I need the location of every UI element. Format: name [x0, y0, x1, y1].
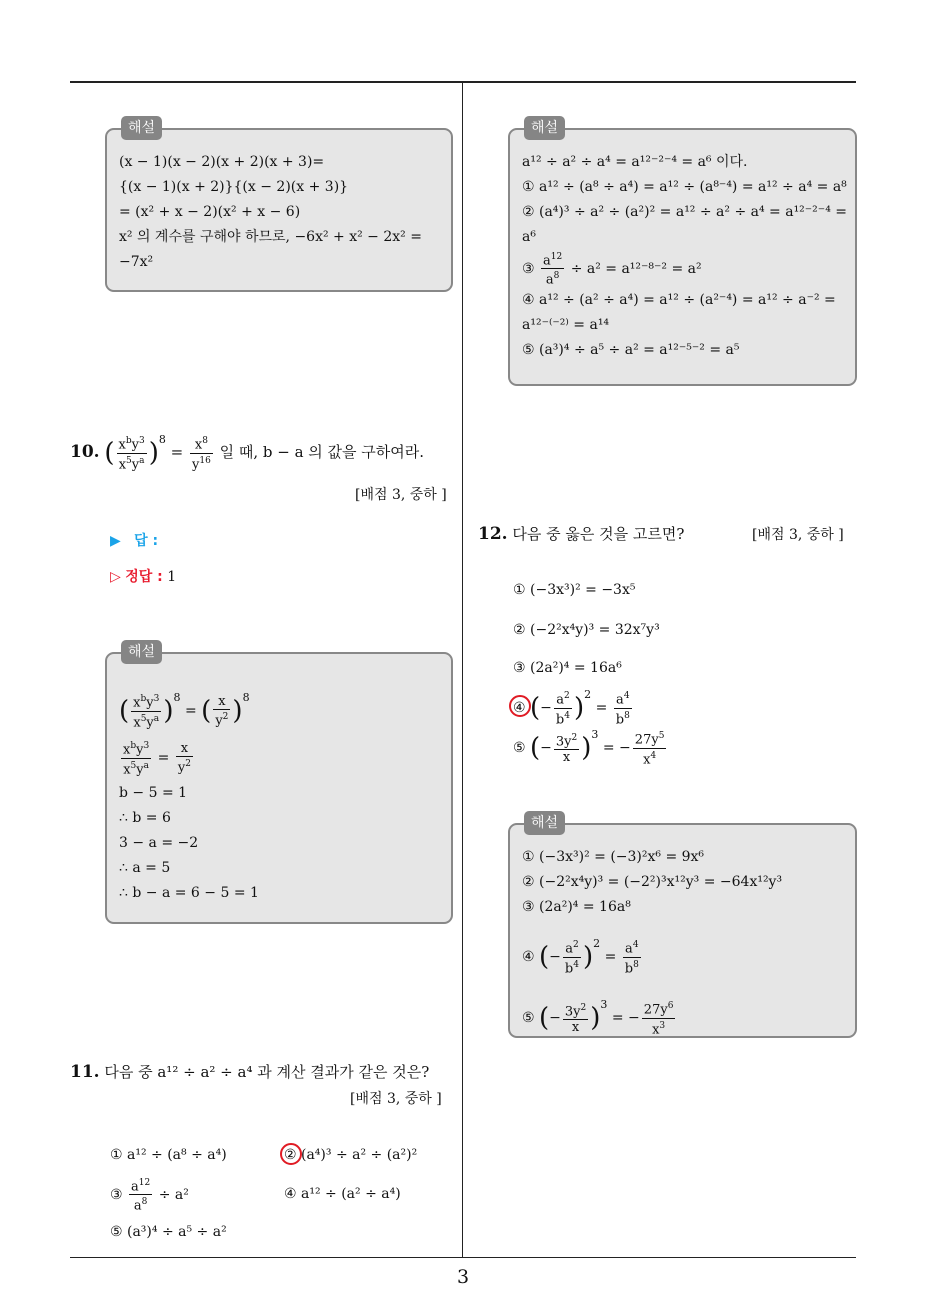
- top-rule: [70, 81, 856, 83]
- option-3[interactable]: ③ (2a²)⁴ = 16a⁶: [513, 660, 622, 676]
- bottom-rule: [70, 1257, 856, 1258]
- option-5[interactable]: ⑤ (− $\frac{3y^2}{x}$ )$^3$ = − $\frac{27y^5}{x^4}$: [513, 728, 665, 767]
- question-text: 일 때, b − a 의 값을 구하여라.: [219, 443, 425, 461]
- solution-line: $\frac{x^by^3}{x^5y^a}$ = $\frac{x}{y^2}$: [123, 740, 191, 777]
- correct-value: 1: [167, 569, 177, 585]
- solution-label: 해설: [121, 640, 162, 664]
- solution-box-q11: [508, 120, 857, 386]
- solution-line: a⁶: [522, 229, 536, 245]
- solution-line: ( $\frac{x^by^3}{x^5y^a}$ )$^8$ = ( $\frac{x}{y^2}$ )$^8$: [119, 691, 250, 730]
- solution-line: ③ (2a²)⁴ = 16a⁸: [522, 899, 631, 915]
- solution-label: 해설: [524, 116, 565, 140]
- option-4[interactable]: ④ (− $\frac{a^2}{b^4}$ )$^2$ = $\frac{a^4}{b^8}$: [513, 688, 630, 727]
- solution-label: 해설: [121, 116, 162, 140]
- option-3[interactable]: ③ $\frac{a^{12}}{a^8}$ ÷ a²: [110, 1178, 189, 1214]
- answer-line: [110, 530, 158, 550]
- solution-line: ② (a⁴)³ ÷ a² ÷ (a²)² = a¹² ÷ a² ÷ a⁴ = a¹²⁻²⁻⁴ =: [522, 204, 847, 220]
- question-number: 11.: [70, 1062, 100, 1082]
- option-4[interactable]: ④ a¹² ÷ (a² ÷ a⁴): [284, 1186, 401, 1202]
- solution-line: ② (−2²x⁴y)³ = (−2²)³x¹²y³ = −64x¹²y³: [522, 874, 783, 890]
- solution-line: ⑤ (− $\frac{3y^2}{x}$ )$^3$ = − $\frac{27y^6}{x^3}$: [522, 998, 674, 1037]
- solution-line: x² 의 계수를 구해야 하므로, −6x² + x² − 2x² =: [119, 229, 422, 245]
- question-12: [478, 522, 684, 546]
- question-text: 다음 중 옳은 것을 고르면?: [512, 525, 685, 543]
- solution-box-q9: [105, 120, 453, 292]
- solution-line: b − 5 = 1: [119, 785, 188, 801]
- solution-line: a¹² ÷ a² ÷ a⁴ = a¹²⁻²⁻⁴ = a⁶ 이다.: [522, 154, 748, 170]
- score-label: [배점 3, 중하 ]: [752, 527, 844, 543]
- selected-answer-circle: [280, 1143, 302, 1165]
- solution-line: ① a¹² ÷ (a⁸ ÷ a⁴) = a¹² ÷ (a⁸⁻⁴) = a¹² ÷ a⁴ = a⁸: [522, 179, 847, 195]
- solution-line: (x − 1)(x − 2)(x + 2)(x + 3)=: [119, 154, 325, 170]
- page-number: 3: [456, 1266, 470, 1288]
- solution-line: ∴ a = 5: [119, 860, 171, 876]
- question-10: 10. ( $\frac{x^by^3}{x^5y^a}$ )$^8$ = $\frac{x^8}{y^{16}}$ 일 때, b − a 의 값을 구하여라.: [70, 433, 425, 472]
- solution-line: ④ a¹² ÷ (a² ÷ a⁴) = a¹² ÷ (a²⁻⁴) = a¹² ÷ a⁻² =: [522, 291, 836, 308]
- question-number: 12.: [478, 524, 508, 544]
- question-text: 다음 중 a¹² ÷ a² ÷ a⁴ 과 계산 결과가 같은 것은?: [104, 1063, 430, 1081]
- solution-line: ④ (− $\frac{a^2}{b^4}$ )$^2$ = $\frac{a^4}{b^8}$: [522, 937, 639, 976]
- score-label: [배점 3, 중하 ]: [350, 1091, 442, 1107]
- solution-line: ③ $\frac{a^{12}}{a^8}$ ÷ a² = a¹²⁻⁸⁻² = a²: [522, 252, 702, 288]
- option-5[interactable]: ⑤ (a³)⁴ ÷ a⁵ ÷ a²: [110, 1224, 227, 1240]
- score-label: [배점 3, 중하 ]: [355, 487, 447, 503]
- solution-line: = (x² + x − 2)(x² + x − 6): [119, 204, 301, 220]
- fraction: $\frac{x^8}{y^{16}}$: [191, 436, 211, 472]
- correct-answer-line: [110, 566, 176, 586]
- solution-label: 해설: [524, 811, 565, 835]
- column-divider: [462, 83, 463, 1257]
- solution-line: ⑤ (a³)⁴ ÷ a⁵ ÷ a² = a¹²⁻⁵⁻² = a⁵: [522, 341, 740, 358]
- question-number: 10.: [70, 442, 100, 462]
- fraction: $\frac{x^by^3}{x^5y^a}$: [118, 436, 145, 472]
- solution-line: a¹²⁻⁽⁻²⁾ = a¹⁴: [522, 316, 610, 333]
- solution-line: 3 − a = −2: [119, 835, 199, 851]
- solution-line: ∴ b − a = 6 − 5 = 1: [119, 885, 259, 901]
- play-icon: ▶: [110, 533, 121, 549]
- option-1[interactable]: ① (−3x³)² = −3x⁵: [513, 582, 636, 598]
- solution-line: ① (−3x³)² = (−3)²x⁶ = 9x⁶: [522, 849, 705, 865]
- answer-label: 답 :: [134, 533, 159, 549]
- question-11: [70, 1060, 429, 1084]
- option-2[interactable]: ② (−2²x⁴y)³ = 32x⁷y³: [513, 622, 660, 638]
- triangle-icon: ▷: [110, 569, 121, 585]
- option-1[interactable]: ① a¹² ÷ (a⁸ ÷ a⁴): [110, 1147, 227, 1163]
- option-2[interactable]: ② (a⁴)³ ÷ a² ÷ (a²)²: [284, 1147, 418, 1163]
- correct-label: 정답 :: [125, 569, 163, 585]
- solution-line: ∴ b = 6: [119, 810, 171, 826]
- solution-box-q12: [508, 815, 857, 1038]
- solution-line: −7x²: [119, 254, 154, 270]
- solution-box-q10: [105, 644, 453, 924]
- solution-line: {(x − 1)(x + 2)}{(x − 2)(x + 3)}: [119, 179, 349, 195]
- selected-answer-circle: [509, 695, 531, 717]
